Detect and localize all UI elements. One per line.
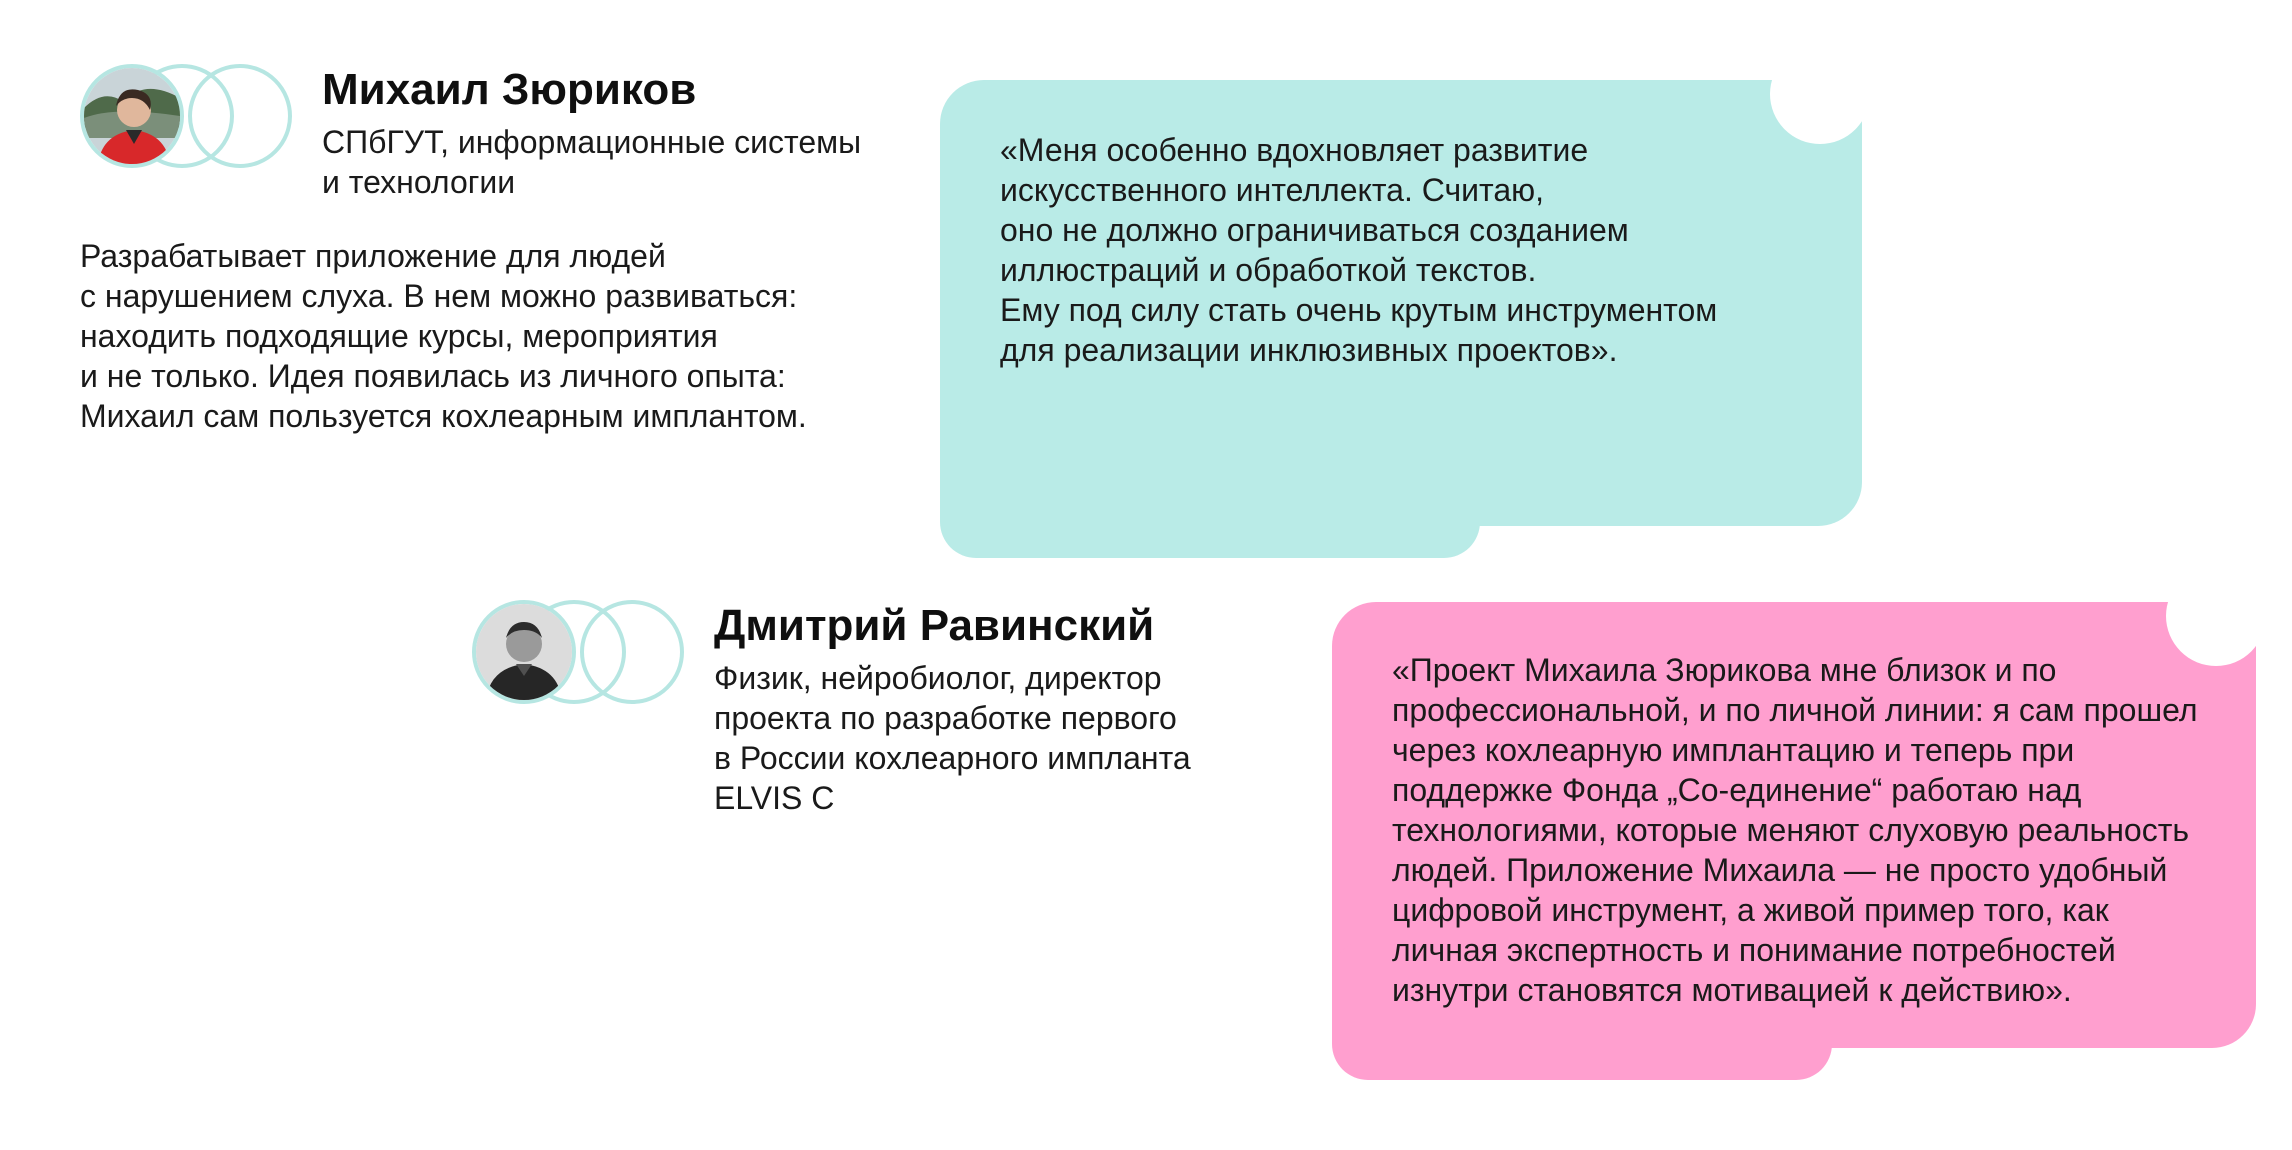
description-line: Разрабатывает приложение для людей (80, 238, 666, 274)
avatar-group-1 (80, 64, 300, 174)
description-line: находить подходящие курсы, мероприятия (80, 318, 718, 354)
quote-line: искусственного интеллекта. Считаю, (1000, 172, 1544, 208)
quote-line: иллюстраций и обработкой текстов. (1000, 252, 1537, 288)
role-line: проекта по разработке первого (714, 700, 1177, 736)
person-description (80, 236, 807, 436)
quote-line: технологиями, которые меняют слуховую реальность (1392, 812, 2190, 848)
quote-text (1000, 130, 1717, 370)
bubble-tail (940, 420, 1480, 558)
role-line: СПбГУТ, информационные системы (322, 124, 862, 160)
quote-line: изнутри становятся мотивацией к действию». (1392, 972, 2072, 1008)
description-line: с нарушением слуха. В нем можно развиваться: (80, 278, 798, 314)
description-line: и не только. Идея появилась из личного опыта: (80, 358, 786, 394)
quote-line: профессиональной, и по личной линии: я сам прошел (1392, 692, 2198, 728)
bubble-notch (1770, 44, 1870, 144)
quote-line: оно не должно ограничиваться созданием (1000, 212, 1629, 248)
person-role (714, 658, 1191, 818)
avatar-dmitry (472, 600, 576, 704)
quote-line: для реализации инклюзивных проектов». (1000, 332, 1618, 368)
person-role (322, 122, 861, 202)
role-line: Физик, нейробиолог, директор (714, 660, 1162, 696)
person-photo-icon (476, 604, 572, 700)
quote-line: личная экспертность и понимание потребностей (1392, 932, 2116, 968)
quote-line: «Меня особенно вдохновляет развитие (1000, 132, 1589, 168)
role-line: в России кохлеарного импланта (714, 740, 1191, 776)
quote-line: Ему под силу стать очень крутым инструментом (1000, 292, 1718, 328)
description-line: Михаил сам пользуется кохлеарным имплантом. (80, 398, 807, 434)
person-name: Дмитрий Равинский (714, 601, 1155, 650)
quote-text (1392, 650, 2198, 1010)
quote-line: через кохлеарную имплантацию и теперь при (1392, 732, 2075, 768)
role-line: и технологии (322, 164, 516, 200)
quote-line: поддержке Фонда „Со-единение“ работаю над (1392, 772, 2082, 808)
person-name: Михаил Зюриков (322, 65, 697, 114)
quote-line: людей. Приложение Михаила — не просто удобный (1392, 852, 2168, 888)
quote-line: «Проект Михаила Зюрикова мне близок и по (1392, 652, 2057, 688)
avatar-mikhail (80, 64, 184, 168)
person-photo-icon (84, 68, 180, 164)
quote-line: цифровой инструмент, а живой пример того, как (1392, 892, 2109, 928)
avatar-group-2 (472, 600, 692, 710)
role-line: ELVIS C (714, 780, 835, 816)
